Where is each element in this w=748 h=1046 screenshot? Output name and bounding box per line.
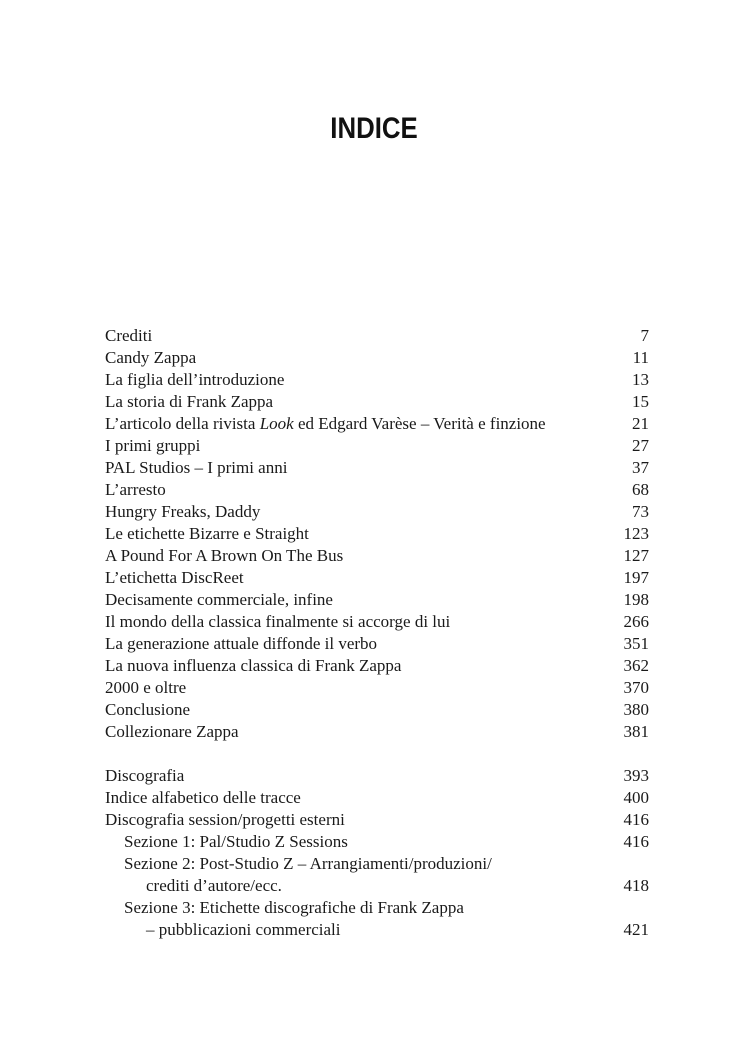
toc-main-list	[105, 325, 649, 743]
toc-entry-title: Sezione 1: Pal/Studio Z Sessions	[124, 832, 348, 851]
toc-entry	[105, 369, 649, 391]
toc-entry-page: 73	[632, 502, 649, 521]
toc-entry-page: 13	[632, 370, 649, 389]
toc-entry	[105, 589, 649, 611]
toc-subentry-continuation	[105, 919, 649, 941]
toc-entry-title: Sezione 2: Post-Studio Z – Arrangiamenti/produzioni/	[124, 854, 492, 873]
toc-entry	[105, 413, 649, 435]
toc-entry-page: 15	[632, 392, 649, 411]
toc-entry	[105, 655, 649, 677]
toc-entry-page: 21	[632, 414, 649, 433]
toc-entry-page: 362	[623, 656, 649, 675]
toc-entry-title: Le etichette Bizarre e Straight	[105, 524, 309, 543]
toc-entry-title: Conclusione	[105, 700, 190, 719]
toc-entry-title: 2000 e oltre	[105, 678, 187, 697]
toc-entry-page: 380	[623, 700, 649, 719]
toc-entry-page: 421	[623, 920, 649, 939]
toc-appendix-list	[105, 765, 649, 941]
toc-entry-page: 68	[632, 480, 649, 499]
toc-entry	[105, 325, 649, 347]
toc-entry	[105, 501, 649, 523]
toc-entry-title: Crediti	[105, 326, 153, 345]
toc-entry-title: I primi gruppi	[105, 436, 201, 455]
toc-entry-page: 393	[623, 766, 649, 785]
toc-entry-title-part: ed Edgard Varèse – Verità e finzione	[293, 414, 546, 433]
toc-entry-title: Collezionare Zappa	[105, 722, 239, 741]
toc-entry	[105, 721, 649, 743]
toc-entry-title: – pubblicazioni commerciali	[146, 920, 341, 939]
toc-entry	[105, 523, 649, 545]
toc-entry	[105, 457, 649, 479]
toc-entry-page: 123	[623, 524, 649, 543]
toc-entry-title: L’arresto	[105, 480, 166, 499]
toc-entry-page: 7	[640, 326, 649, 345]
toc-entry-title: La storia di Frank Zappa	[105, 392, 274, 411]
toc-entry	[105, 567, 649, 589]
toc-entry-page: 37	[632, 458, 649, 477]
toc-entry	[105, 611, 649, 633]
toc-entry-page: 416	[623, 832, 649, 851]
toc-entry	[105, 809, 649, 831]
toc-subentry	[105, 897, 649, 919]
toc-entry-page: 381	[623, 722, 649, 741]
toc-entry-title: L’etichetta DiscReet	[105, 568, 244, 587]
toc-entry-title: La nuova influenza classica di Frank Zappa	[105, 656, 402, 675]
toc-entry-title: Hungry Freaks, Daddy	[105, 502, 261, 521]
toc-entry-title: Candy Zappa	[105, 348, 197, 367]
toc-entry-title: Sezione 3: Etichette discografiche di Frank Zappa	[124, 898, 464, 917]
toc-entry-title: Discografia	[105, 766, 185, 785]
toc-entry	[105, 435, 649, 457]
toc-entry	[105, 787, 649, 809]
toc-entry-page: 418	[623, 876, 649, 895]
toc-entry-title-part: L’articolo della rivista	[105, 414, 260, 433]
toc-entry-page: 416	[623, 810, 649, 829]
toc-subentry	[105, 831, 649, 853]
toc-entry-title	[105, 414, 546, 433]
toc-entry-title: Decisamente commerciale, infine	[105, 590, 333, 609]
toc-entry-title: Discografia session/progetti esterni	[105, 810, 345, 829]
toc-entry-page: 27	[632, 436, 649, 455]
toc-entry-page: 400	[623, 788, 649, 807]
toc-entry-title: crediti d’autore/ecc.	[146, 876, 282, 895]
toc-entry-title: Indice alfabetico delle tracce	[105, 788, 301, 807]
toc-subentry	[105, 853, 649, 875]
page-title: INDICE	[330, 112, 418, 146]
toc-entry	[105, 677, 649, 699]
toc-entry-page: 266	[623, 612, 649, 631]
toc-entry-page: 198	[623, 590, 649, 609]
toc-entry-title: Il mondo della classica finalmente si accorge di lui	[105, 612, 451, 631]
toc-entry-page: 11	[632, 348, 649, 367]
magazine-title: Look	[259, 414, 294, 433]
toc-entry	[105, 347, 649, 369]
toc-entry-title: PAL Studios – I primi anni	[105, 458, 288, 477]
toc-entry-title: A Pound For A Brown On The Bus	[105, 546, 344, 565]
toc-entry	[105, 699, 649, 721]
toc-entry	[105, 479, 649, 501]
toc-entry	[105, 545, 649, 567]
toc-entry-page: 351	[623, 634, 649, 653]
toc-entry-page: 127	[623, 546, 649, 565]
toc-subentry-continuation	[105, 875, 649, 897]
toc-entry	[105, 391, 649, 413]
toc-entry-title: La figlia dell’introduzione	[105, 370, 285, 389]
toc-entry-title: La generazione attuale diffonde il verbo	[105, 634, 378, 653]
toc-entry	[105, 633, 649, 655]
toc-entry-page: 197	[623, 568, 649, 587]
toc-entry	[105, 765, 649, 787]
toc-entry-page: 370	[623, 678, 649, 697]
